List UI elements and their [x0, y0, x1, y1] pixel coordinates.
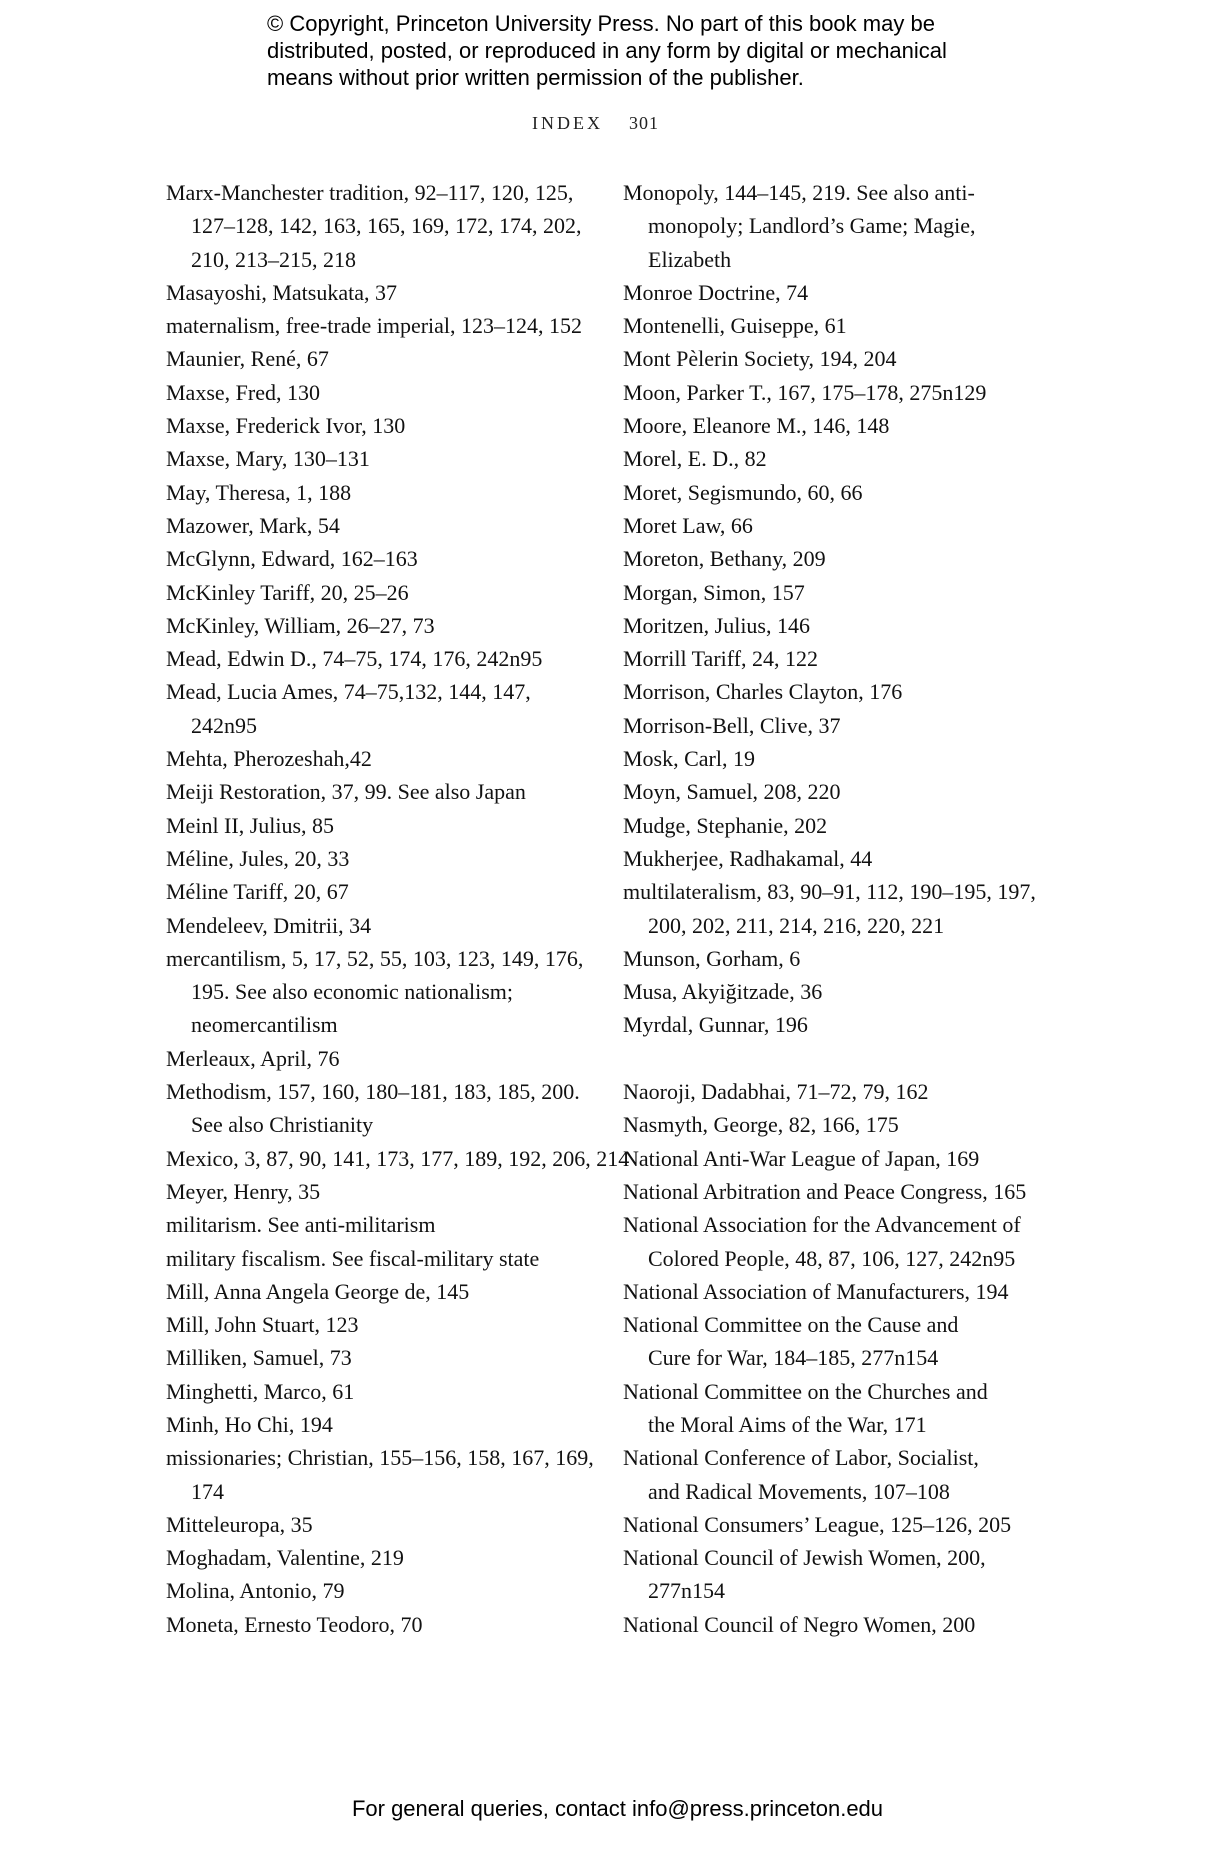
- index-entry-line: Mill, John Stuart, 123: [166, 1312, 359, 1338]
- index-entry: [166, 276, 606, 309]
- index-entry-line: Moneta, Ernesto Teodoro, 70: [166, 1611, 423, 1637]
- index-entry-line: multilateralism, 83, 90–91, 112, 190–195, 197,: [623, 879, 1036, 905]
- index-entry: [623, 675, 1043, 708]
- index-entry-line: militarism. See anti-militarism: [166, 1212, 436, 1238]
- index-entry: [623, 376, 1043, 409]
- index-entry: [166, 542, 606, 575]
- index-entry-line: Mudge, Stephanie, 202: [623, 812, 828, 838]
- index-entry-continuation: Colored People, 48, 87, 106, 127, 242n95: [648, 1245, 1016, 1271]
- index-entry-line: Mendeleev, Dmitrii, 34: [166, 912, 372, 938]
- index-entry-line: National Association for the Advancement of: [623, 1212, 1021, 1238]
- index-entry: [166, 1042, 606, 1075]
- index-entry: [166, 942, 606, 1042]
- index-entry-line: Milliken, Samuel, 73: [166, 1345, 352, 1371]
- index-entry: [623, 309, 1043, 342]
- index-entry: [166, 576, 606, 609]
- index-entry: [623, 809, 1043, 842]
- index-entry: [166, 1242, 606, 1275]
- index-entry: [623, 409, 1043, 442]
- index-entry-line: Moreton, Bethany, 209: [623, 546, 826, 572]
- index-entry-line: Mead, Lucia Ames, 74–75,132, 144, 147,: [166, 679, 531, 705]
- index-entry-line: Meiji Restoration, 37, 99. See also Japan: [166, 779, 526, 805]
- index-entry: [623, 642, 1043, 675]
- index-entry: [623, 875, 1043, 942]
- index-entry: [623, 1275, 1043, 1308]
- index-entry: [623, 1208, 1043, 1275]
- index-entry: [623, 709, 1043, 742]
- index-entry-line: Mont Pèlerin Society, 194, 204: [623, 346, 897, 372]
- index-entry-line: Moyn, Samuel, 208, 220: [623, 779, 841, 805]
- index-entry: [623, 942, 1043, 975]
- index-entry: [166, 1608, 606, 1641]
- index-entry-line: May, Theresa, 1, 188: [166, 479, 352, 505]
- index-entry-line: McKinley Tariff, 20, 25–26: [166, 579, 409, 605]
- index-entry-continuation: 195. See also economic nationalism;: [191, 979, 513, 1005]
- index-entry-line: Meyer, Henry, 35: [166, 1178, 321, 1204]
- index-entry-continuation: and Radical Movements, 107–108: [648, 1478, 950, 1504]
- index-entry: [623, 1608, 1043, 1641]
- index-entry: [166, 1341, 606, 1374]
- index-entry-line: Monroe Doctrine, 74: [623, 279, 809, 305]
- copyright-line: means without prior written permission of the publisher.: [267, 65, 804, 90]
- index-entry-line: National Consumers’ League, 125–126, 205: [623, 1511, 1012, 1537]
- index-entry-continuation: Elizabeth: [648, 246, 732, 272]
- index-entry-line: National Conference of Labor, Socialist,: [623, 1445, 979, 1471]
- index-entry-line: National Anti-War League of Japan, 169: [623, 1145, 980, 1171]
- index-entry: [623, 975, 1043, 1008]
- index-entry-line: Monopoly, 144–145, 219. See also anti-: [623, 180, 975, 205]
- index-entry: [623, 1308, 1043, 1375]
- index-entry: [166, 376, 606, 409]
- index-entry-line: Masayoshi, Matsukata, 37: [166, 279, 397, 305]
- index-entry-line: Marx-Manchester tradition, 92–117, 120, 125,: [166, 180, 574, 205]
- index-entry-line: military fiscalism. See fiscal-military state: [166, 1245, 540, 1271]
- index-entry: [166, 642, 606, 675]
- index-entry-line: Myrdal, Gunnar, 196: [623, 1012, 808, 1038]
- index-entry-continuation: neomercantilism: [191, 1012, 338, 1038]
- index-entry-continuation: 210, 213–215, 218: [191, 246, 356, 272]
- index-entry-line: Mexico, 3, 87, 90, 141, 173, 177, 189, 192, 206, 214: [166, 1145, 630, 1171]
- index-section-gap: [623, 1042, 1043, 1075]
- index-entry: [166, 442, 606, 475]
- copyright-line: © Copyright, Princeton University Press. No part of this book may be: [267, 11, 935, 36]
- index-entry: [166, 1208, 606, 1241]
- index-entry: [166, 1075, 606, 1142]
- index-entry: [166, 742, 606, 775]
- index-entry-line: National Committee on the Cause and: [623, 1312, 959, 1338]
- index-entry-continuation: 242n95: [191, 712, 257, 738]
- index-entry: [166, 675, 606, 742]
- index-entry-line: Moret Law, 66: [623, 512, 753, 538]
- index-entry-line: Minghetti, Marco, 61: [166, 1378, 355, 1404]
- index-entry: [166, 1275, 606, 1308]
- index-entry: [166, 875, 606, 908]
- index-entry-continuation: monopoly; Landlord’s Game; Magie,: [648, 213, 976, 239]
- index-entry-line: McGlynn, Edward, 162–163: [166, 546, 418, 572]
- index-entry-line: Maxse, Fred, 130: [166, 379, 320, 405]
- index-entry: [166, 775, 606, 808]
- index-entry-line: Moret, Segismundo, 60, 66: [623, 479, 863, 505]
- index-entry: [166, 1308, 606, 1341]
- index-entry: [166, 1375, 606, 1408]
- index-entry: [166, 609, 606, 642]
- index-entry: [623, 742, 1043, 775]
- index-entry-line: National Council of Jewish Women, 200,: [623, 1545, 986, 1571]
- index-entry: [166, 509, 606, 542]
- index-entry-line: Mazower, Mark, 54: [166, 512, 340, 538]
- index-entry-line: Naoroji, Dadabhai, 71–72, 79, 162: [623, 1079, 929, 1105]
- index-entry: [623, 576, 1043, 609]
- index-entry-line: Morel, E. D., 82: [623, 446, 767, 472]
- index-column-right: [623, 176, 1043, 1641]
- index-entry-line: mercantilism, 5, 17, 52, 55, 103, 123, 149, 176,: [166, 945, 584, 971]
- index-entry: [166, 1142, 630, 1175]
- index-label: INDEX: [532, 113, 603, 133]
- index-entry-line: Montenelli, Guiseppe, 61: [623, 313, 847, 339]
- index-entry: [623, 476, 1043, 509]
- index-entry: [166, 342, 606, 375]
- index-entry-line: Mehta, Pherozeshah,42: [166, 746, 372, 772]
- index-entry-line: Nasmyth, George, 82, 166, 175: [623, 1112, 899, 1138]
- index-entry-continuation: the Moral Aims of the War, 171: [648, 1411, 927, 1437]
- index-entry-line: Merleaux, April, 76: [166, 1045, 340, 1071]
- index-entry: [166, 842, 606, 875]
- index-entry: [166, 1441, 606, 1508]
- index-entry-continuation: 174: [191, 1478, 224, 1504]
- index-entry: [623, 842, 1043, 875]
- index-entry: [623, 1508, 1043, 1541]
- index-entry: [623, 1541, 1043, 1608]
- index-entry-line: Minh, Ho Chi, 194: [166, 1411, 333, 1437]
- index-entry-line: Molina, Antonio, 79: [166, 1578, 345, 1604]
- index-entry-line: Maunier, René, 67: [166, 346, 329, 372]
- index-entry-continuation: 200, 202, 211, 214, 216, 220, 221: [648, 912, 945, 938]
- index-entry-line: Méline, Jules, 20, 33: [166, 845, 350, 871]
- index-entry-line: Moore, Eleanore M., 146, 148: [623, 413, 890, 439]
- index-entry-line: Methodism, 157, 160, 180–181, 183, 185, 200.: [166, 1079, 580, 1105]
- index-entry-line: Mukherjee, Radhakamal, 44: [623, 845, 873, 871]
- index-entry-line: McKinley, William, 26–27, 73: [166, 612, 435, 638]
- index-entry-line: Morrill Tariff, 24, 122: [623, 646, 819, 672]
- index-entry: [623, 1075, 1043, 1108]
- index-entry-line: Mead, Edwin D., 74–75, 174, 176, 242n95: [166, 646, 543, 672]
- index-entry: [166, 176, 606, 276]
- index-entry: [623, 609, 1043, 642]
- index-entry: [623, 342, 1043, 375]
- index-entry: [623, 1008, 1043, 1041]
- index-entry: [166, 1175, 606, 1208]
- index-entry-line: Maxse, Frederick Ivor, 130: [166, 413, 406, 439]
- index-entry: [623, 1175, 1043, 1208]
- index-entry-line: Méline Tariff, 20, 67: [166, 879, 349, 905]
- copyright-line: distributed, posted, or reproduced in any form by digital or mechanical: [267, 38, 947, 63]
- index-entry-line: Morrison, Charles Clayton, 176: [623, 679, 903, 705]
- index-entry: [623, 1142, 1043, 1175]
- index-entry: [166, 809, 606, 842]
- index-entry-line: Morrison-Bell, Clive, 37: [623, 712, 841, 738]
- index-entry-line: Morgan, Simon, 157: [623, 579, 805, 605]
- index-entry-line: National Committee on the Churches and: [623, 1378, 988, 1404]
- index-column-left: [166, 176, 630, 1641]
- index-entry-continuation: See also Christianity: [191, 1112, 374, 1138]
- index-entry-line: Munson, Gorham, 6: [623, 945, 801, 971]
- index-entry-line: Maxse, Mary, 130–131: [166, 446, 370, 472]
- running-head: [532, 113, 659, 134]
- index-entry-line: National Association of Manufacturers, 194: [623, 1278, 1009, 1304]
- index-entry-line: Moon, Parker T., 167, 175–178, 275n129: [623, 379, 987, 405]
- index-entry: [623, 1108, 1043, 1141]
- copyright-notice: [267, 10, 1027, 91]
- index-entry: [166, 909, 606, 942]
- index-entry-line: Mitteleuropa, 35: [166, 1511, 313, 1537]
- index-entry: [166, 1408, 606, 1441]
- index-entry-continuation: 277n154: [648, 1578, 725, 1604]
- index-entry: [623, 1375, 1043, 1442]
- index-entry: [166, 309, 606, 342]
- index-entry-line: Moghadam, Valentine, 219: [166, 1545, 404, 1571]
- index-entry: [623, 176, 1043, 276]
- index-entry-line: missionaries; Christian, 155–156, 158, 167, 169,: [166, 1445, 594, 1471]
- footer-contact: For general queries, contact info@press.princeton.edu: [351, 1796, 884, 1821]
- index-entry-line: Musa, Akyiğitzade, 36: [623, 979, 823, 1005]
- index-entry-continuation: 127–128, 142, 163, 165, 169, 172, 174, 202,: [191, 213, 582, 239]
- index-entry-line: Moritzen, Julius, 146: [623, 612, 810, 638]
- index-entry: [166, 1574, 606, 1607]
- index-entry: [623, 442, 1043, 475]
- index-entry: [623, 775, 1043, 808]
- index-entry-continuation: Cure for War, 184–185, 277n154: [648, 1345, 939, 1371]
- index-entry: [623, 509, 1043, 542]
- index-entry: [166, 476, 606, 509]
- index-entry: [166, 1508, 606, 1541]
- index-entry: [623, 542, 1043, 575]
- index-entry-line: National Arbitration and Peace Congress, 165: [623, 1178, 1027, 1204]
- index-entry: [623, 276, 1043, 309]
- index-entry: [166, 1541, 606, 1574]
- index-entry-line: Mill, Anna Angela George de, 145: [166, 1278, 470, 1304]
- page-number: 301: [629, 113, 659, 133]
- index-entry: [623, 1441, 1043, 1508]
- index-entry-line: Mosk, Carl, 19: [623, 746, 755, 772]
- index-entry-line: maternalism, free-trade imperial, 123–124, 152: [166, 313, 583, 339]
- index-entry-line: Meinl II, Julius, 85: [166, 812, 335, 838]
- index-entry: [166, 409, 606, 442]
- index-entry-line: National Council of Negro Women, 200: [623, 1611, 976, 1637]
